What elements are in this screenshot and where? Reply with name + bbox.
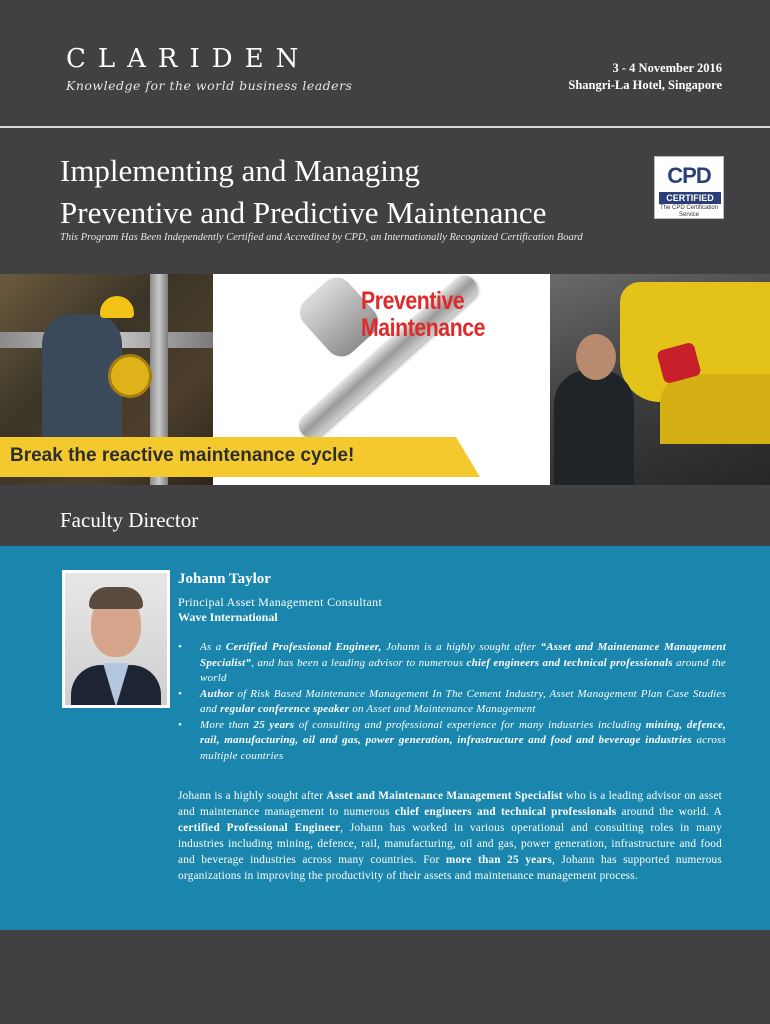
list-item: • More than 25 years of consulting and professional experience for many industries including mining, defence, rail, manufacturing, oil and gas, power generation, infrastructure and food and beverage industries across multiple countries: [178, 718, 726, 765]
header: [0, 0, 770, 128]
list-item: • Author of Risk Based Maintenance Management In The Cement Industry, Asset Management Plan Case Studies and regular conference speaker on Asset and Maintenance Management: [178, 687, 726, 718]
cpd-certified-badge: [654, 156, 724, 219]
logo-tagline: Knowledge for the world business leaders: [66, 78, 353, 93]
event-info: [568, 60, 722, 94]
event-venue: Shangri-La Hotel, Singapore: [568, 78, 722, 92]
clariden-logo[interactable]: CLARIDEN: [66, 44, 311, 74]
title-line-1: Implementing and Managing: [60, 153, 420, 188]
graphic-text: Preventive Maintenance: [361, 287, 486, 342]
list-item: • As a Certified Professional Engineer, Johann is a highly sought after “Asset and Maintenance Management Specialist”, and has been a leading advisor to numerous chief engineers and technical professionals around the world: [178, 640, 726, 687]
faculty-organization: Wave International: [178, 610, 278, 624]
faculty-name: Johann Taylor: [178, 571, 271, 587]
certification-note: This Program Has Been Independently Certified and Accredited by CPD, an Internationally Recognized Certification Board: [60, 232, 583, 243]
cpd-badge-certified: CERTIFIED: [659, 192, 721, 204]
faculty-portrait: [62, 570, 170, 708]
faculty-heading: Faculty Director: [60, 508, 199, 532]
faculty-role: Principal Asset Management Consultant: [178, 595, 383, 609]
faculty-bio: Johann is a highly sought after Asset and Maintenance Management Specialist who is a leading advisor on asset and maintenance management to numerous chief engineers and technical professionals around the world. A certified Professional Engineer, Johann has worked in various operational and consulting roles in many industries including mining, defence, rail, manufacturing, oil and gas, power generation, infrastructure and food and beverage industries across many countries. For more than 25 years, Johann has supported numerous organizations in improving the productivity of their assets and maintenance management process.: [178, 790, 723, 882]
cpd-badge-logo: CPD: [667, 163, 711, 188]
faculty-highlights: [178, 640, 726, 764]
event-date: 3 - 4 November 2016: [612, 61, 722, 75]
technician-machine-photo: [550, 274, 770, 485]
page-title: [60, 150, 650, 234]
cpd-badge-service: The CPD Certification Service: [659, 205, 719, 218]
slogan-text: Break the reactive maintenance cycle!: [10, 445, 355, 466]
title-line-2: Preventive and Predictive Maintenance: [60, 195, 547, 230]
